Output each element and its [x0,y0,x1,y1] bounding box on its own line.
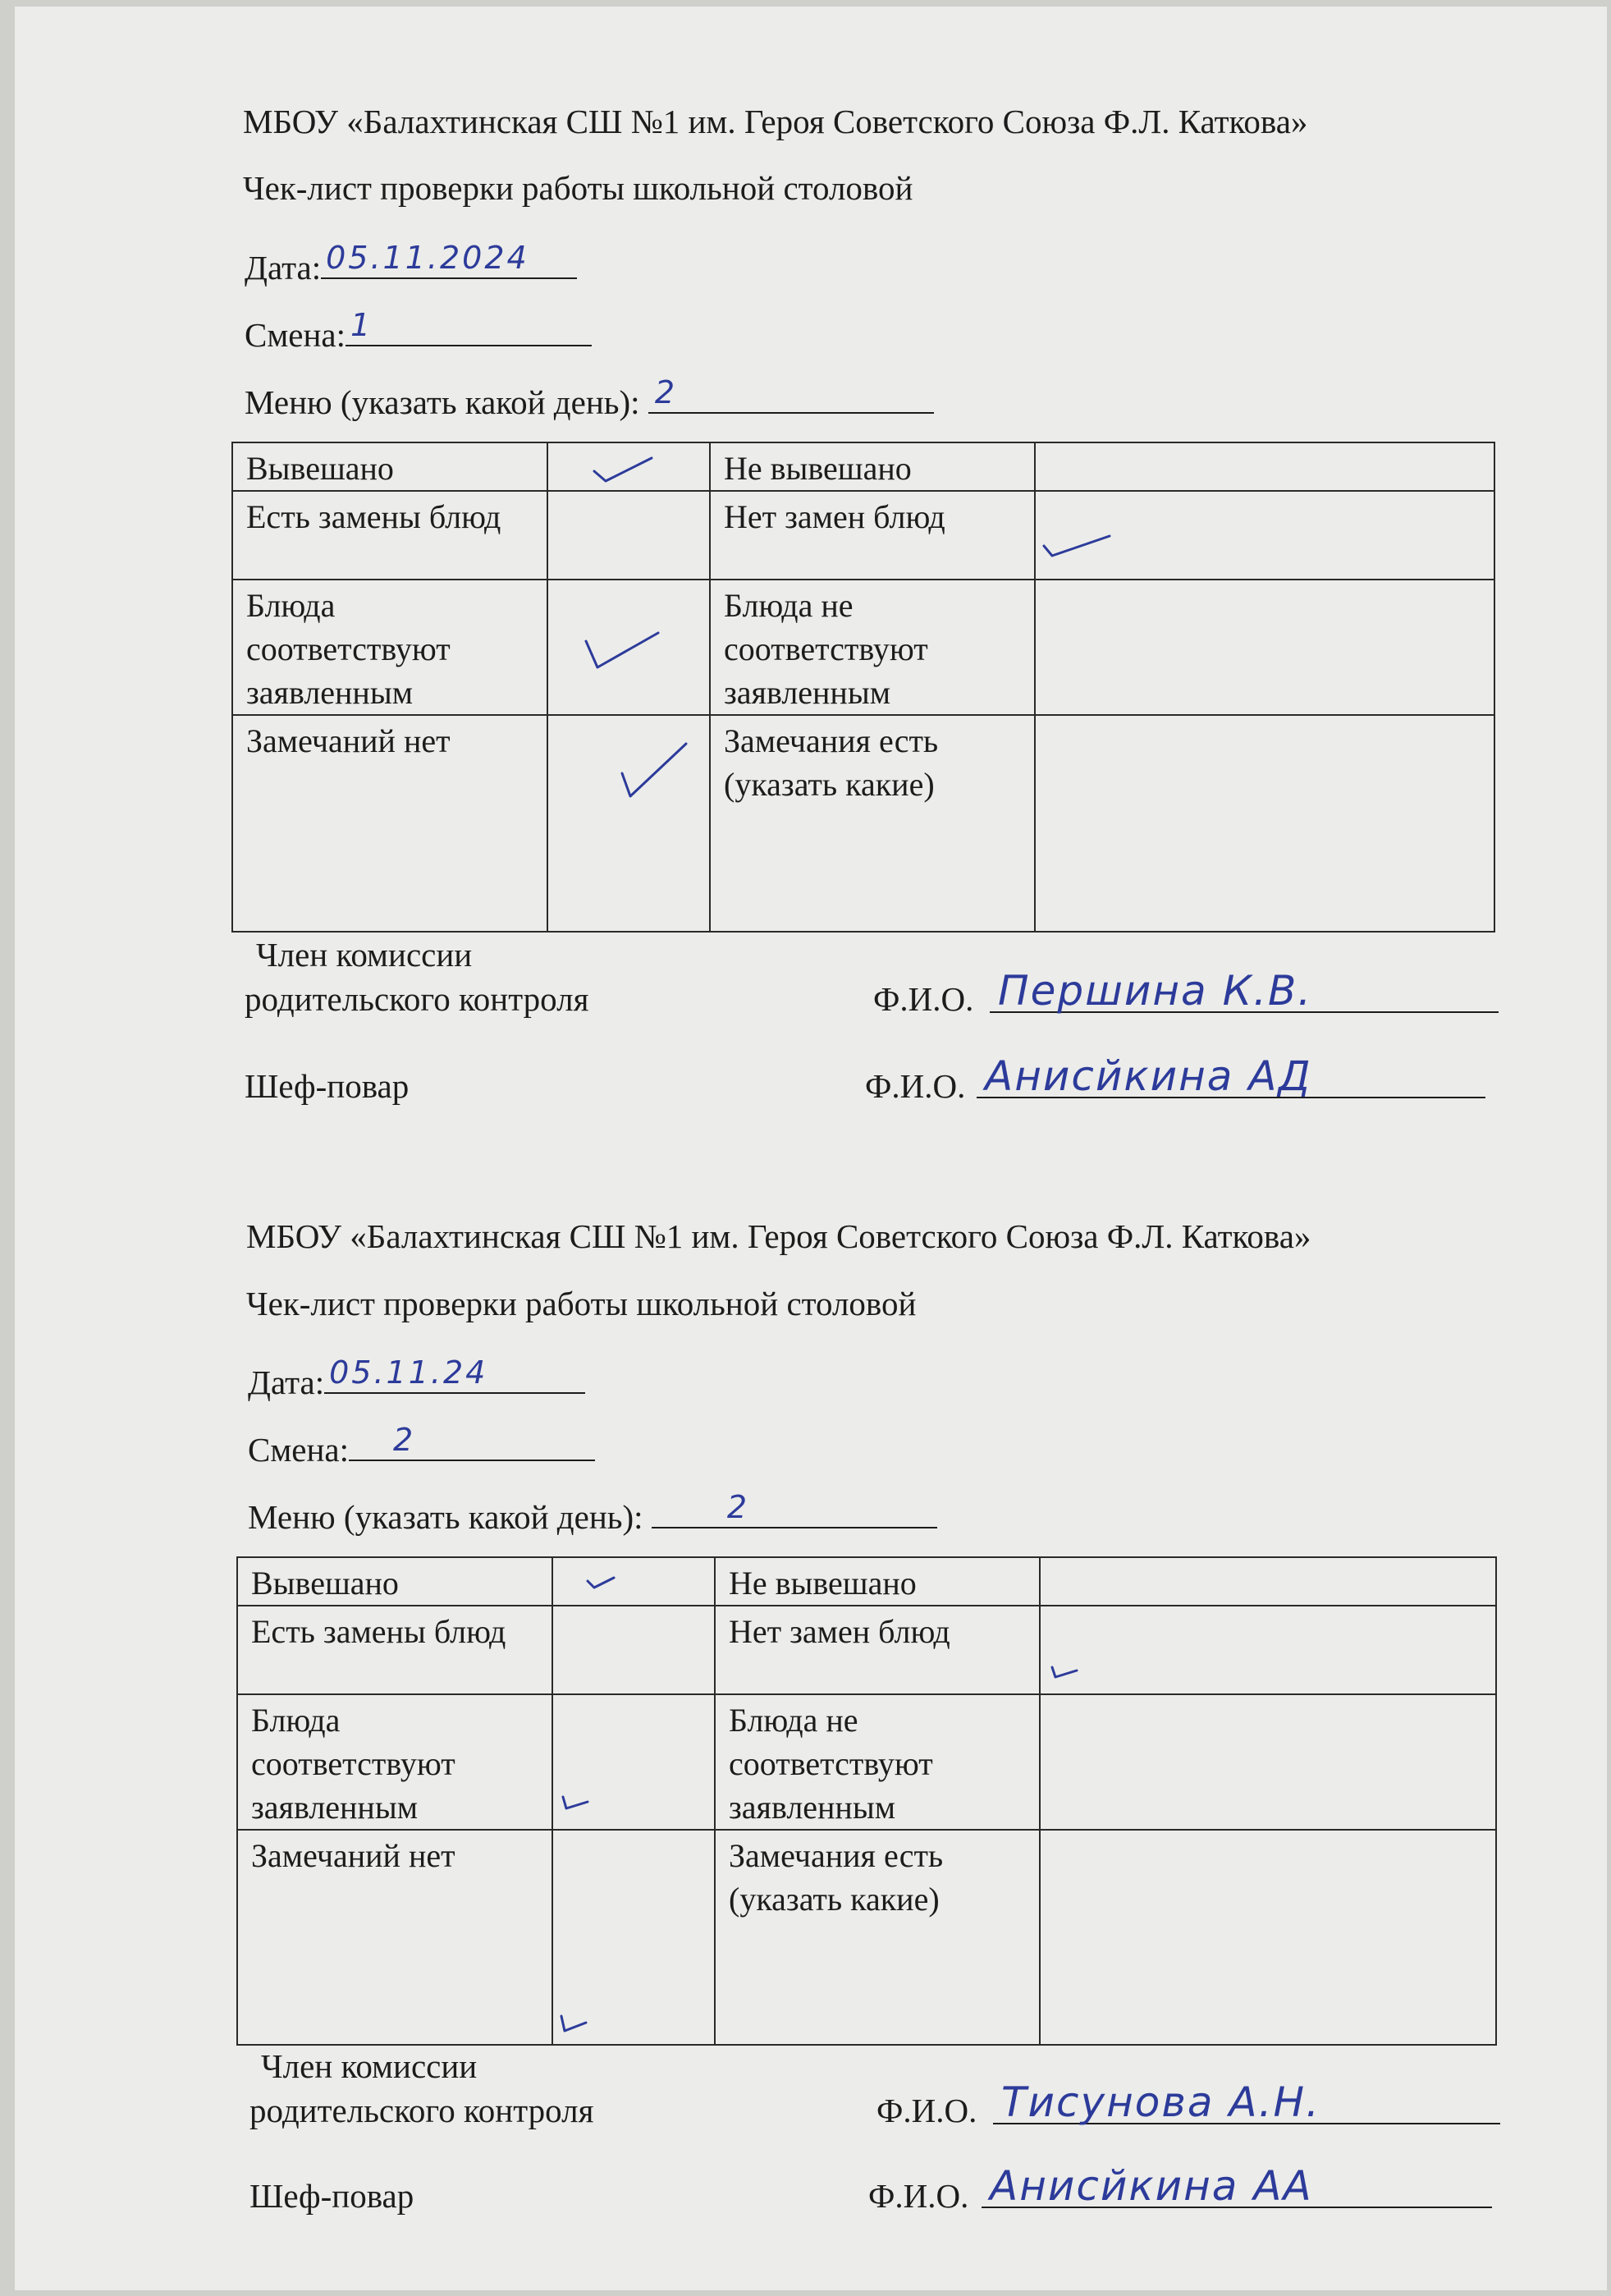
check-cell[interactable] [1040,1557,1496,1606]
form-title: Чек-лист проверки работы школьной столовой [243,169,913,207]
member-label-line-2: родительского контроля [249,2092,594,2129]
date-field[interactable] [321,241,577,279]
table-row [237,1830,1496,2045]
date-field[interactable] [324,1356,585,1394]
row-label: Вывешано [232,442,547,491]
date-row [245,241,577,287]
member-label-line-2: родительского контроля [245,980,589,1018]
checkmark-icon [560,1790,593,1813]
row-label: Замечаний нет [237,1830,552,2045]
shift-field[interactable] [346,309,592,346]
checkmark-icon [1049,1661,1082,1682]
fio-label: Ф.И.О. [868,2177,969,2215]
row-label: Блюда не соответствуют заявленным [715,1694,1040,1830]
checkmark-icon [591,453,657,486]
school-name: МБОУ «Балахтинская СШ №1 им. Героя Советского Союза Ф.Л. Каткова» [246,1217,1311,1255]
checkmark-icon [1041,529,1114,562]
member-label-line-1: Член комиссии [261,2047,478,2085]
menu-value: 2 [654,374,677,410]
chef-signature-field[interactable] [982,2162,1492,2210]
shift-row [245,309,592,355]
row-label: Блюда не соответствуют заявленным [710,580,1035,715]
table-row [232,491,1494,580]
row-label: Замечаний нет [232,715,547,932]
menu-field[interactable] [652,1491,937,1528]
date-row [248,1356,585,1402]
row-label: Нет замен блюд [715,1606,1040,1694]
check-cell[interactable] [1035,580,1494,715]
row-label: Не вывешано [715,1557,1040,1606]
fio-label: Ф.И.О. [873,980,974,1018]
checkmark-icon [558,2011,591,2036]
checkmark-icon [584,1573,617,1593]
table-row [237,1694,1496,1830]
check-cell[interactable] [547,442,710,491]
checklist-form-2 [0,1115,1611,2231]
shift-label: Смена: [248,1431,350,1469]
check-cell[interactable] [547,491,710,580]
check-cell[interactable] [1040,1606,1496,1694]
check-cell[interactable] [552,1606,715,1694]
notes-cell[interactable] [1040,1830,1496,2045]
date-value: 05.11.2024 [326,240,529,276]
shift-field[interactable] [349,1423,595,1461]
member-signature: Тисунова А.Н. [1001,2078,1320,2126]
date-value: 05.11.24 [329,1354,488,1391]
row-label: Есть замены блюд [237,1606,552,1694]
row-label: Замечания есть (указать какие) [710,715,1035,932]
member-signature-field[interactable] [993,2078,1500,2126]
chef-label: Шеф-повар [249,2177,414,2215]
form-title: Чек-лист проверки работы школьной столовой [246,1285,917,1322]
check-cell[interactable] [547,715,710,932]
date-label: Дата: [248,1363,325,1401]
check-cell[interactable] [552,1830,715,2045]
check-cell[interactable] [552,1557,715,1606]
member-signature: Першина К.В. [998,967,1313,1015]
member-signature-field[interactable] [990,967,1499,1015]
checkmark-icon [583,625,665,674]
shift-label: Смена: [245,316,346,354]
menu-row [248,1491,937,1537]
menu-label: Меню (указать какой день): [248,1498,643,1536]
table-row [232,715,1494,932]
table-row [237,1606,1496,1694]
shift-value: 2 [393,1422,416,1458]
menu-row [245,376,934,422]
check-cell[interactable] [1040,1694,1496,1830]
checklist-table [236,1556,1497,2046]
date-label: Дата: [245,249,322,286]
row-label: Вывешано [237,1557,552,1606]
fio-label: Ф.И.О. [876,2092,977,2129]
check-cell[interactable] [1035,442,1494,491]
check-cell[interactable] [1035,491,1494,580]
row-label: Не вывешано [710,442,1035,491]
chef-signature: Анисйкина АА [990,2162,1313,2210]
table-row [232,580,1494,715]
school-name: МБОУ «Балахтинская СШ №1 им. Героя Советского Союза Ф.Л. Каткова» [243,103,1308,140]
fio-label: Ф.И.О. [865,1067,966,1105]
chef-signature-field[interactable] [977,1052,1485,1100]
row-label: Замечания есть (указать какие) [715,1830,1040,2045]
checkmark-icon [619,739,693,804]
notes-cell[interactable] [1035,715,1494,932]
table-row [237,1557,1496,1606]
shift-value: 1 [350,307,373,343]
menu-field[interactable] [648,376,934,414]
shift-row [248,1423,595,1469]
table-row [232,442,1494,491]
row-label: Нет замен блюд [710,491,1035,580]
chef-signature: Анисйкина АД [985,1052,1312,1100]
chef-label: Шеф-повар [245,1067,410,1105]
checklist-table [231,442,1495,933]
row-label: Блюда соответствуют заявленным [232,580,547,715]
check-cell[interactable] [552,1694,715,1830]
row-label: Блюда соответствуют заявленным [237,1694,552,1830]
menu-value: 2 [726,1489,749,1525]
checklist-form-1 [0,0,1611,1116]
member-label-line-1: Член комиссии [256,936,473,974]
check-cell[interactable] [547,580,710,715]
row-label: Есть замены блюд [232,491,547,580]
menu-label: Меню (указать какой день): [245,383,640,421]
